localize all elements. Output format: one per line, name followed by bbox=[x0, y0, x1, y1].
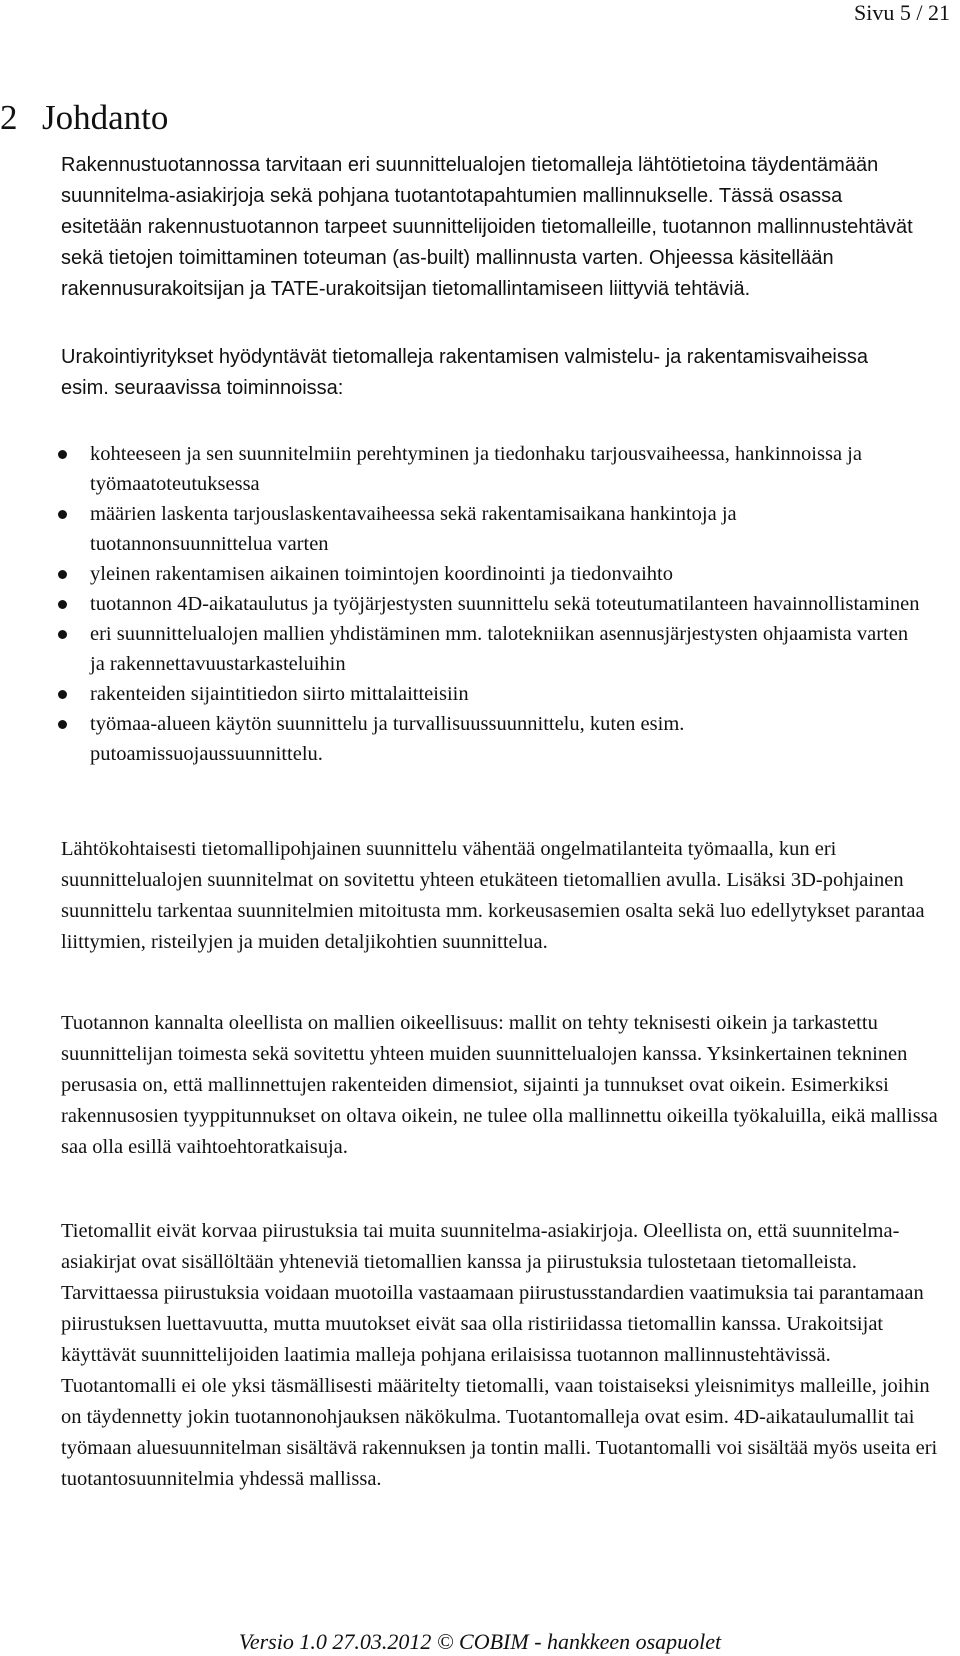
page-number: Sivu 5 / 21 bbox=[854, 0, 950, 25]
list-item bbox=[0, 709, 940, 769]
list-intro-paragraph: Urakointiyritykset hyödyntävät tietomalleja rakentamisen valmistelu- ja rakentamisvaiheissa esim. seuraavissa toiminnoissa: bbox=[61, 346, 869, 399]
list-item bbox=[0, 619, 940, 679]
body-paragraph-1: Lähtökohtaisesti tietomallipohjainen suunnittelu vähentää ongelmatilanteita työmaalla, kun eri suunnittelualojen suunnitelmat on sovitettu yhteen etukäteen tietomallien avulla. Lisäksi 3D-pohjainen suunnittelu tarkentaa suunnitelmien mitoitusta mm. korkeusasemien osalta sekä luo edellytykset parantaa liittymien, risteilyjen ja muiden detaljikohtien suunnittelua. bbox=[61, 838, 925, 953]
page-footer: Versio 1.0 27.03.2012 © COBIM - hankkeen osapuolet bbox=[238, 1629, 722, 1654]
list-item-text: työmaa-alueen käytön suunnittelu ja turvallisuussuunnittelu, kuten esim. putoamissuojaussuunnittelu. bbox=[90, 713, 685, 765]
list-item bbox=[0, 559, 940, 589]
bullet-icon bbox=[58, 570, 67, 579]
bullet-icon bbox=[58, 510, 67, 519]
list-item-text: tuotannon 4D-aikataulutus ja työjärjestysten suunnittelu sekä toteutumatilanteen havainnollistaminen bbox=[90, 593, 920, 615]
list-item-text: kohteeseen ja sen suunnitelmiin perehtyminen ja tiedonhaku tarjousvaiheessa, hankinnoissa ja työmaatoteutuksessa bbox=[90, 443, 862, 495]
intro-paragraph: Rakennustuotannossa tarvitaan eri suunnittelualojen tietomalleja lähtötietoina täydentämään suunnitelma-asiakirjoja sekä pohjana tuotantotapahtumien mallinnukselle. Tässä osassa esitetään rakennustuotannon tarpeet suunnittelijoiden tietomalleille, tuotannon mallinnustehtävät sekä tietojen toimittaminen toteuman (as-built) mallinnusta varten. Ohjeessa käsitellään rakennusurakoitsijan ja TATE-urakoitsijan tietomallintamiseen liittyviä tehtäviä. bbox=[61, 154, 913, 300]
list-item-text: eri suunnittelualojen mallien yhdistäminen mm. talotekniikan asennusjärjestysten ohjaamista varten ja rakennettavuustarkasteluihin bbox=[90, 623, 909, 675]
list-item bbox=[0, 499, 940, 559]
body-paragraph-2: Tuotannon kannalta oleellista on mallien oikeellisuus: mallit on tehty teknisesti oikein ja tarkastettu suunnittelijan toimesta sekä sovitettu yhteen muiden suunnittelualojen kanssa. Yksinkertainen tekninen perusasia on, että mallinnettujen rakenteiden dimensiot, sijainti ja tunnukset ovat oikein. Esimerkiksi rakennusosien tyyppitunnukset on oltava oikein, ne tulee olla mallinnettu oikeilla työkaluilla, eikä mallissa saa olla esillä vaihtoehtoratkaisuja. bbox=[61, 1012, 938, 1158]
list-item bbox=[0, 589, 940, 619]
body-paragraph-3: Tietomallit eivät korvaa piirustuksia tai muita suunnitelma-asiakirjoja. Oleellista on, että suunnitelma-asiakirjat ovat sisällöltään yhteneviä tietomallien kanssa ja piirustuksia tulostetaan tietomalleista. Tarvittaessa piirustuksia voidaan muotoilla vastaamaan piirustusstandardien vaatimuksia tai parantamaan piirustuksen luettavuutta, mutta muutokset eivät saa olla ristiriidassa tietomallin kanssa. Urakoitsijat käyttävät suunnittelijoiden laatimia malleja pohjana erilaisissa tuotannon mallinnustehtävissä. Tuotantomalli ei ole yksi täsmällisesti määritelty tietomalli, vaan toistaiseksi yleisnimitys malleille, joihin on täydennetty jokin tuotannonohjauksen näkökulma. Tuotantomalleja ovat esim. 4D-aikataulumallit tai työmaan aluesuunnitelman sisältävä rakennuksen ja tontin malli. Tuotantomalli voi sisältää myös useita eri tuotantosuunnitelmia yhdessä mallissa. bbox=[61, 1220, 938, 1490]
list-item-text: rakenteiden sijaintitiedon siirto mittalaitteisiin bbox=[90, 683, 469, 705]
bullet-icon bbox=[58, 720, 67, 729]
bullet-icon bbox=[58, 600, 67, 609]
section-title: Johdanto bbox=[42, 98, 169, 137]
list-item-text: yleinen rakentamisen aikainen toimintojen koordinointi ja tiedonvaihto bbox=[90, 563, 673, 585]
section-number: 2 bbox=[0, 98, 18, 137]
bullet-icon bbox=[58, 690, 67, 699]
activity-bullet-list bbox=[0, 439, 940, 769]
section-heading bbox=[0, 95, 168, 141]
bullet-icon bbox=[58, 630, 67, 639]
list-item bbox=[0, 439, 940, 499]
list-item bbox=[0, 679, 940, 709]
list-item-text: määrien laskenta tarjouslaskentavaiheessa sekä rakentamisaikana hankintoja ja tuotannonsuunnittelua varten bbox=[90, 503, 737, 555]
bullet-icon bbox=[58, 450, 67, 459]
